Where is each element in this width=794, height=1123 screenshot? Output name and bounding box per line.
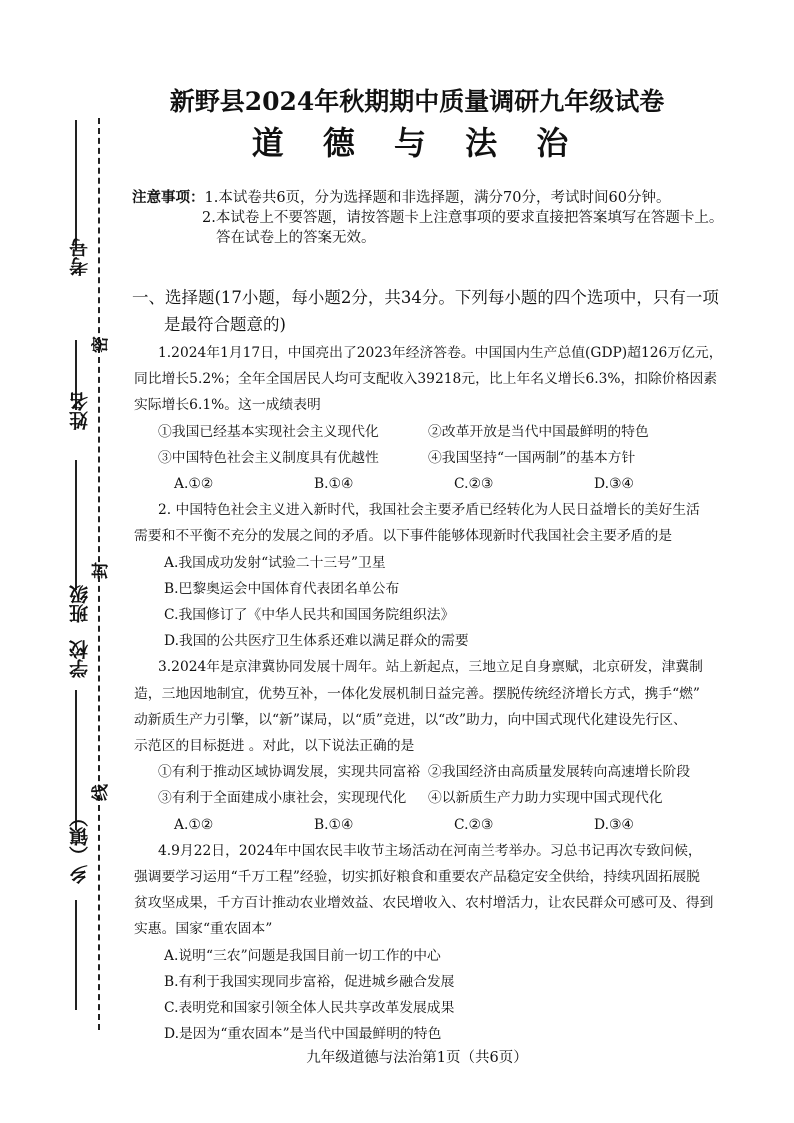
q1-stem-1: 1.2024年1月17日，中国亮出了2023年经济答卷。中国国内生产总值(GDP)超126万亿元， (158, 345, 723, 361)
notice-label: 注意事项： (132, 189, 205, 206)
notice-line1: 1.本试卷共6页，分为选择题和非选择题，满分70分，考试时间60分钟。 (204, 190, 671, 206)
q3-statement-2: ②我国经济由高质量发展转向高速增长阶段 (428, 764, 691, 781)
q3-stem-1: 3.2024年是京津冀协同发展十周年。站上新起点，三地立足自身禀赋，北京研发，津冀制 (158, 659, 703, 676)
question-3 (134, 654, 772, 837)
q1-option-c: C.②③ (454, 476, 494, 493)
q3-option-d: D.③④ (594, 816, 634, 833)
q1-option-d: D.③④ (594, 476, 634, 493)
notice-block (132, 188, 782, 248)
q2-option-c: C.我国修订了《中华人民共和国国务院组织法》 (164, 607, 455, 624)
q4-stem-1: 4.9月22日，2024年中国农民丰收节主场活动在河南兰考举办。习总书记再次专致问候， (158, 842, 702, 859)
q2-stem-1: 2. 中国特色社会主义进入新时代，我国社会主要矛盾已经转化为人民日益增长的美好生活 (158, 502, 700, 519)
notice-line3: 答在试卷上的答案无效。 (216, 230, 376, 246)
q3-statement-4: ④以新质生产力助力实现中国式现代化 (428, 790, 663, 807)
q2-option-b: B.巴黎奥运会中国体育代表团名单公布 (164, 580, 400, 597)
q3-stem-4: 示范区的目标挺进 。对此，以下说法正确的是 (134, 738, 415, 755)
question-1 (134, 340, 772, 497)
town-label: 乡（镇） (69, 808, 91, 884)
q3-statement-1: ①有利于推动区域协调发展，实现共同富裕 (158, 764, 421, 781)
q4-option-d: D.是因为“重农固本”是当代中国最鲜明的特色 (164, 1026, 442, 1043)
q1-statement-2: ②改革开放是当代中国最鲜明的特色 (428, 423, 649, 440)
q2-stem-2: 需要和不平衡不充分的发展之间的矛盾。以下事件能够体现新时代我国社会主要矛盾的是 (134, 528, 673, 545)
q1-statement-4: ④我国坚持“一国两制”的基本方针 (428, 449, 636, 466)
question-2 (134, 497, 772, 654)
page-footer: 九年级道德与法治第1页（共6页） (306, 1050, 528, 1066)
q3-stem-2: 造，三地因地制宜，优势互补，一体化发展机制日益完善。摆脱传统经济增长方式，携手“燃” (134, 685, 700, 702)
notice-line2: 2.本试卷上不要答题，请按答题卡上注意事项的要求直接把答案填写在答题卡上。 (202, 210, 724, 226)
exam-title: 新野县2024年秋期期中质量调研九年级试卷 (169, 87, 665, 116)
section-heading-line1: 一、选择题(17小题，每小题2分，共34分。下列每小题的四个选项中，只有一项 (132, 288, 719, 307)
class-label: 班级 (69, 585, 91, 623)
q4-option-c: C.表明党和国家引领全体人民共享改革发展成果 (164, 1000, 455, 1017)
exam-no-label: 考号 (69, 238, 91, 276)
section-heading (132, 284, 772, 338)
school-label: 学校 (69, 640, 91, 678)
q2-option-a: A.我国成功发射“试验二十三号”卫星 (164, 554, 386, 571)
q4-stem-4: 实惠。国家“重农固本” (134, 921, 273, 938)
q3-statement-3: ③有利于全面建成小康社会，实现现代化 (158, 790, 407, 807)
q1-statement-3: ③中国特色社会主义制度具有优越性 (158, 449, 379, 466)
seal-mi: 密 (91, 336, 111, 353)
q3-stem-3: 动新质生产力引擎，以“新”谋局，以“质”竞进，以“改”助力，向中国式现代化建设先行区、 (134, 711, 687, 728)
subject-title: 道 德 与 法 治 (251, 124, 583, 162)
q4-stem-2: 强调要学习运用“千万工程”经验，切实抓好粮食和重要农产品稳定安全供给，持续巩固拓展脱 (134, 869, 700, 886)
class-line (75, 460, 77, 590)
town-line (75, 900, 77, 1010)
question-4 (134, 838, 772, 1048)
q1-option-b: B.①④ (314, 476, 354, 493)
q4-stem-3: 贫攻坚成果，千方百计推动农业增效益、农民增收入、农村增活力，让农民群众可感可及、得到 (134, 895, 714, 912)
q3-option-c: C.②③ (454, 816, 494, 833)
name-label: 姓名 (69, 392, 91, 430)
q4-option-b: B.有利于我国实现同步富裕，促进城乡融合发展 (164, 973, 455, 990)
q1-stem-2: 同比增长5.2%；全年全国居民人均可支配收入39218元，比上年名义增长6.3%，扣除价格因素 (134, 371, 718, 388)
seal-feng: 封 (91, 562, 111, 579)
q1-stem-3: 实际增长6.1%。这一成绩表明 (134, 397, 321, 414)
questions (134, 340, 772, 1047)
q3-option-a: A.①② (174, 816, 214, 833)
q4-option-a: A.说明“三农”问题是我国目前一切工作的中心 (164, 947, 441, 964)
seal-xian: 线 (91, 784, 111, 801)
section-heading-line2: 是最符合题意的) (164, 315, 286, 334)
q1-statement-1: ①我国已经基本实现社会主义现代化 (158, 423, 379, 440)
q2-option-d: D.我国的公共医疗卫生体系还难以满足群众的需要 (164, 633, 469, 650)
q3-option-b: B.①④ (314, 816, 354, 833)
q1-option-a: A.①② (174, 476, 214, 493)
